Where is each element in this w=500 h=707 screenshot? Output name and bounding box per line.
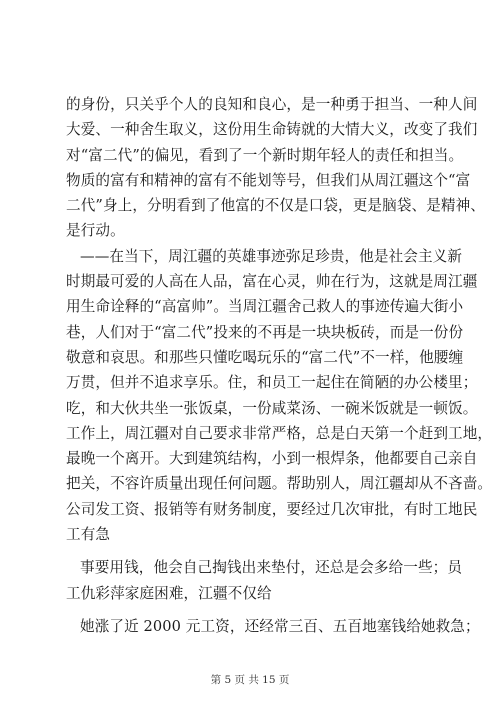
- text-line: 用生命诠释的“高富帅”。当周江疆舍己救人的事迹传遍大街小: [66, 298, 464, 316]
- text-line: 工作上，周江疆对自己要求非常严格，总是白天第一个赶到工地，: [66, 424, 493, 442]
- text-line: 工仇彩萍家庭困难，江疆不仅给: [66, 584, 272, 602]
- text-line: 把关，不容许质量出现任何问题。帮助别人，周江疆却从不吝啬。: [66, 475, 493, 493]
- document-body: [66, 92, 493, 639]
- text-line: ——在当下，周江疆的英雄事迹弥足珍贵，他是社会主义新: [80, 247, 463, 265]
- paragraph-gap: [66, 547, 444, 555]
- paragraph-gap: [66, 606, 444, 614]
- text-line: 是行动。: [66, 222, 125, 240]
- text-line: 吃，和大伙共坐一张饭桌，一份咸菜汤、一碗米饭就是一顿饭。: [66, 399, 478, 417]
- text-line: 二代”身上，分明看到了他富的不仅是口袋，更是脑袋、是精神、: [66, 197, 485, 215]
- paragraph-1: [66, 92, 485, 244]
- page-number-footer: 第 5 页 共 15 页: [210, 674, 290, 686]
- text-line: 公司发工资、报销等有财务制度，要经过几次审批，有时工地民: [66, 500, 478, 518]
- text-line: 时期最可爱的人高在人品，富在心灵，帅在行为，这就是周江疆: [66, 273, 478, 291]
- text-line: 物质的富有和精神的富有不能划等号，但我们从周江疆这个“富: [66, 171, 471, 189]
- text-line: 工有急: [66, 526, 111, 544]
- text-line: 敬意和哀思。和那些只懂吃喝玩乐的“富二代”不一样，他腰缠: [66, 348, 464, 366]
- paragraph-4: [66, 614, 480, 639]
- paragraph-2: [66, 244, 493, 548]
- text-line: 她涨了近 2000 元工资，还经常三百、五百地塞钱给她救急；: [80, 617, 480, 635]
- text-line: 巷，人们对于“富二代”投来的不再是一块块板砖，而是一份份: [66, 323, 464, 341]
- text-line: 对“富二代”的偏见，看到了一个新时期年轻人的责任和担当。: [66, 146, 464, 164]
- text-line: 的身份，只关乎个人的良知和良心，是一种勇于担当、一种人间: [66, 96, 478, 113]
- text-line: 事要用钱，他会自己掏钱出来垫付，还总是会多给一些；员: [80, 559, 463, 577]
- text-line: 万贯，但并不追求享乐。住，和员工一起住在简陋的办公楼里；: [66, 374, 478, 392]
- text-line: 大爱、一种舍生取义，这份用生命铸就的大情大义，改变了我们: [66, 121, 478, 139]
- paragraph-3: [66, 555, 463, 606]
- text-line: 最晚一个离开。大到建筑结构，小到一根焊条，他都要自己亲自: [66, 450, 478, 468]
